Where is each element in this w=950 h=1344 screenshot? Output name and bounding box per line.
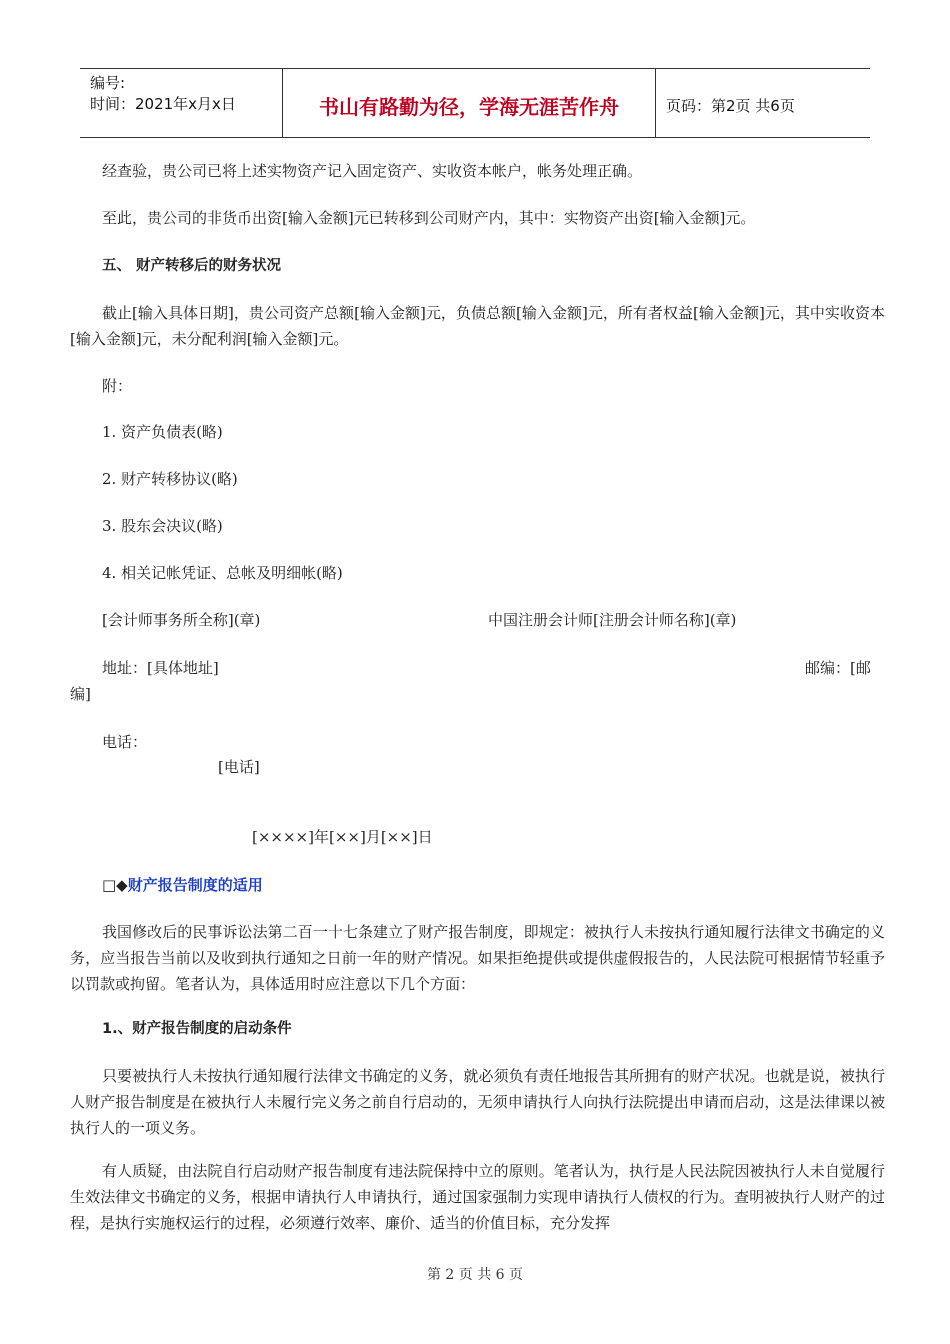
attachment-item: 2. 财产转移协议(略) bbox=[102, 470, 238, 488]
paragraph-start-condition: 只要被执行人未按执行通知履行法律文书确定的义务，就必须负有责任地报告其所拥有的财产状况。也就是说，被执行人财产报告制度是在被执行人未履行完义务之前自行启动的，无须申请执行人向执行法院提出申请而启动，这是法律课以被执行人的一项义务。 bbox=[70, 1067, 885, 1137]
section-title bbox=[102, 872, 263, 898]
section-link[interactable]: 财产报告制度的适用 bbox=[127, 876, 263, 894]
attachment-item: 4. 相关记帐凭证、总帐及明细帐(略) bbox=[102, 564, 343, 582]
paragraph-intro: 我国修改后的民事诉讼法第二百一十七条建立了财产报告制度，即规定：被执行人未按执行通知履行法律文书确定的义务，应当报告当前以及收到执行通知之日前一年的财产情况。如果拒绝提供或提供虚假报告的，人民法院可根据情节轻重予以罚款或拘留。笔者认为，具体适用时应注意以下几个方面： bbox=[70, 923, 885, 993]
attachment-item: 3. 股东会决议(略) bbox=[102, 517, 223, 535]
phone-value: [电话] bbox=[218, 758, 260, 776]
header-meta bbox=[80, 69, 282, 137]
paragraph-verification: 经查验，贵公司已将上述实物资产记入固定资产、实收资本帐户，帐务处理正确。 bbox=[102, 162, 643, 180]
section-heading: 五、 财产转移后的财务状况 bbox=[102, 258, 282, 274]
cpa-signature: 中国注册会计师[注册会计师名称](章) bbox=[488, 611, 737, 629]
date-line: [××××]年[××]月[××]日 bbox=[252, 828, 433, 846]
paragraph-transfer: 至此，贵公司的非货币出资[输入金额]元已转移到公司财产内，其中：实物资产出资[输入金额]元。 bbox=[102, 209, 756, 227]
paragraph-question: 有人质疑，由法院自行启动财产报告制度有违法院保持中立的原则。笔者认为，执行是人民法院因被执行人未自觉履行生效法律文书确定的义务，根据申请执行人申请执行，通过国家强制力实现申请执行人债权的行为。查明被执行人财产的过程，是执行实施权运行的过程，必须遵行效率、廉价、适当的价值目标，充分发挥 bbox=[70, 1162, 885, 1232]
attachment-label: 附： bbox=[102, 377, 133, 395]
motto: 书山有路勤为径，学海无涯苦作舟 bbox=[282, 69, 656, 137]
attachment-item: 1. 资产负债表(略) bbox=[102, 423, 223, 441]
time-label: 时间：2021年x月x日 bbox=[90, 95, 236, 113]
firm-signature: [会计师事务所全称](章) bbox=[102, 611, 261, 629]
address: 地址：[具体地址] bbox=[102, 659, 219, 677]
paragraph-financial-status: 截止[输入具体日期]，贵公司资产总额[输入金额]元，负债总额[输入金额]元，所有者权益[输入金额]元，其中实收资本[输入金额]元，未分配利润[输入金额]元。 bbox=[70, 304, 885, 348]
page-label: 页码：第2页 共6页 bbox=[666, 96, 795, 115]
number-label: 编号: bbox=[90, 74, 126, 92]
bullet-icon: □◆ bbox=[102, 876, 128, 894]
postcode: 邮编：[邮 bbox=[805, 659, 871, 677]
phone-label: 电话： bbox=[102, 733, 148, 751]
subsection-heading: 1.、财产报告制度的启动条件 bbox=[102, 1021, 292, 1037]
header-table bbox=[80, 68, 870, 138]
page-footer: 第 2 页 共 6 页 bbox=[426, 1267, 524, 1283]
postcode-continued: 编] bbox=[70, 685, 91, 703]
